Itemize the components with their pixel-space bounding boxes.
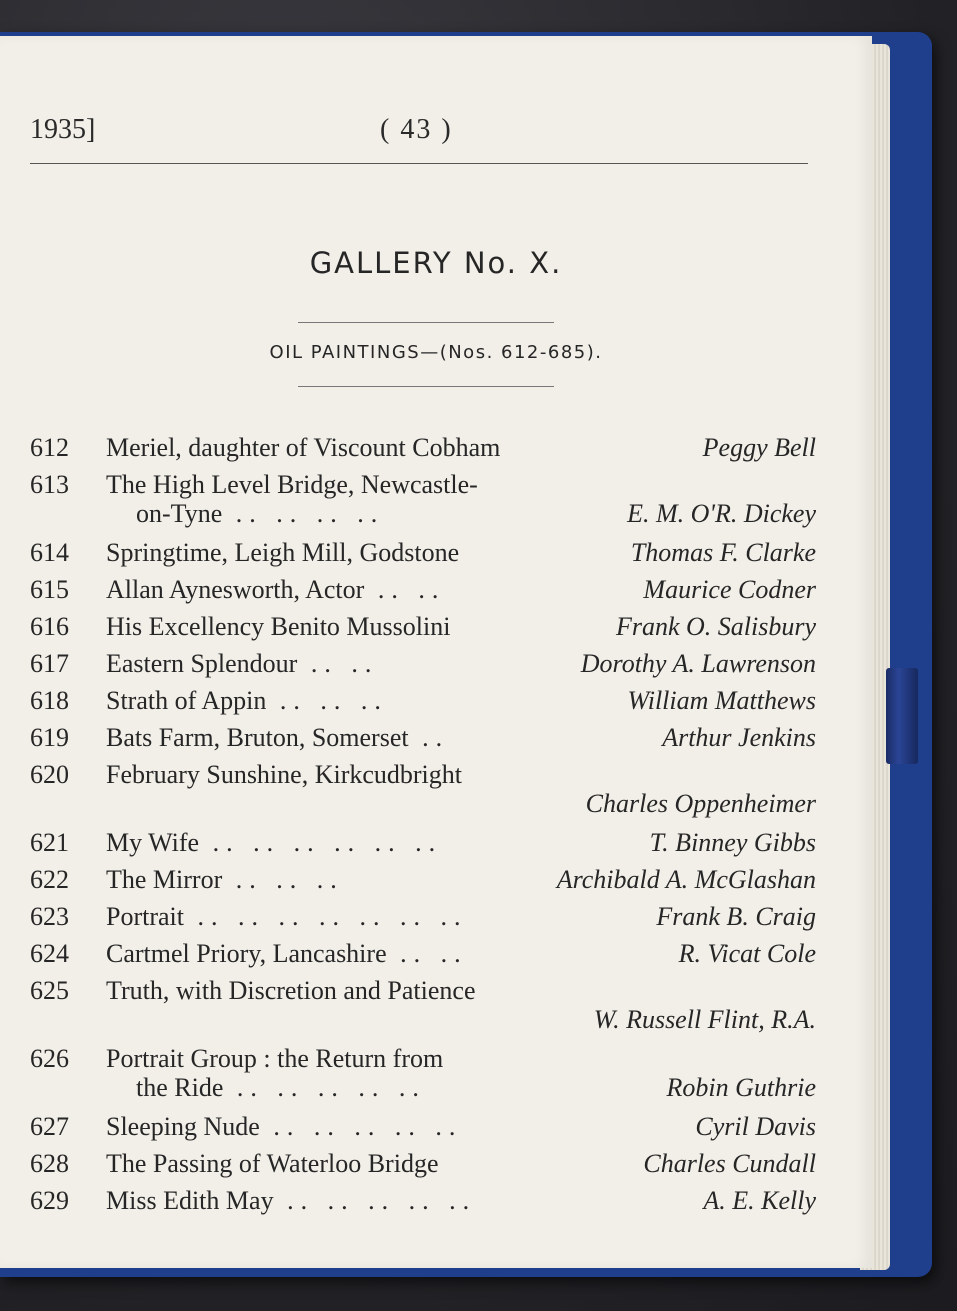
entry-number: 615 (30, 575, 69, 604)
header-year: 1935] (30, 114, 96, 145)
catalogue-entry-continued (30, 1073, 816, 1107)
entry-title-continued: the Ride .. .. .. .. .. (136, 1073, 426, 1102)
leader-dots: .. .. .. .. .. .. .. (184, 902, 468, 931)
entry-number: 613 (30, 470, 69, 499)
entry-number: 624 (30, 939, 69, 968)
leader-dots: .. .. .. .. (222, 499, 385, 528)
catalogue-entry (30, 612, 816, 646)
entry-number: 617 (30, 649, 69, 678)
entry-artist: William Matthews (627, 686, 816, 715)
catalogue-entry (30, 433, 816, 467)
page-number: ( 43 ) (380, 114, 453, 145)
leader-dots: .. .. (297, 649, 379, 678)
entry-title: The Mirror .. .. .. (106, 865, 344, 894)
leader-dots: .. .. (364, 575, 446, 604)
entry-number: 612 (30, 433, 69, 462)
entry-number: 618 (30, 686, 69, 715)
entry-list (0, 36, 872, 1268)
entry-title: Allan Aynesworth, Actor .. .. (106, 575, 446, 604)
entry-artist: Archibald A. McGlashan (556, 865, 816, 894)
entry-title: Portrait .. .. .. .. .. .. .. (106, 902, 468, 931)
catalogue-entry (30, 828, 816, 862)
catalogue-entry (30, 902, 816, 936)
catalogue-entry (30, 723, 816, 757)
catalogue-entry (30, 575, 816, 609)
entry-title: Miss Edith May .. .. .. .. .. (106, 1186, 477, 1215)
leader-dots: .. (408, 723, 450, 752)
catalogue-entry-continued (30, 499, 816, 533)
entry-number: 626 (30, 1044, 69, 1073)
leader-dots: .. .. .. .. .. (273, 1186, 477, 1215)
entry-title-continued: on-Tyne .. .. .. .. (136, 499, 385, 528)
entry-title: His Excellency Benito Mussolini (106, 612, 451, 641)
entry-title: Eastern Splendour .. .. (106, 649, 379, 678)
catalogue-entry (30, 649, 816, 683)
entry-artist: R. Vicat Cole (678, 939, 816, 968)
leader-dots: .. .. .. .. .. .. (199, 828, 443, 857)
catalogue-entry (30, 939, 816, 973)
entry-artist: Frank O. Salisbury (615, 612, 816, 641)
entry-number: 619 (30, 723, 69, 752)
catalogue-entry (30, 1112, 816, 1146)
entry-number: 614 (30, 538, 69, 567)
leader-dots: .. .. (386, 939, 468, 968)
catalogue-entry (30, 686, 816, 720)
entry-number: 622 (30, 865, 69, 894)
leader-dots: .. .. .. .. .. (259, 1112, 463, 1141)
entry-number: 628 (30, 1149, 69, 1178)
entry-number: 625 (30, 976, 69, 1005)
entry-title: Strath of Appin .. .. .. (106, 686, 388, 715)
catalogue-entry (30, 865, 816, 899)
entry-title: My Wife .. .. .. .. .. .. (106, 828, 443, 857)
entry-title: Meriel, daughter of Viscount Cobham (106, 433, 501, 462)
entry-title: Bats Farm, Bruton, Somerset .. (106, 723, 450, 752)
entry-title: Springtime, Leigh Mill, Godstone (106, 538, 460, 567)
entry-title: Cartmel Priory, Lancashire .. .. (106, 939, 468, 968)
bookmark-ribbon (886, 668, 918, 764)
catalogue-entry (30, 1186, 816, 1220)
leader-dots: .. .. .. (222, 865, 344, 894)
entry-title: Sleeping Nude .. .. .. .. .. (106, 1112, 463, 1141)
catalogue-page (0, 36, 872, 1268)
catalogue-entry (30, 538, 816, 572)
entry-artist: T. Binney Gibbs (649, 828, 816, 857)
entry-title: Portrait Group : the Return from (106, 1044, 444, 1073)
entry-artist: Dorothy A. Lawrenson (580, 649, 816, 678)
leader-dots: .. .. .. (266, 686, 388, 715)
entry-artist: Robin Guthrie (666, 1073, 816, 1102)
entry-artist: Maurice Codner (643, 575, 816, 604)
entry-title: The Passing of Waterloo Bridge (106, 1149, 439, 1178)
section-subtitle: OIL PAINTINGS—(Nos. 612-685). (269, 342, 603, 363)
entry-artist: Peggy Bell (702, 433, 816, 462)
entry-artist: E. M. O'R. Dickey (627, 499, 816, 528)
leader-dots: .. .. .. .. .. (223, 1073, 426, 1102)
entry-number: 616 (30, 612, 69, 641)
catalogue-entry (30, 1149, 816, 1183)
catalogue-entry-continued (30, 789, 816, 823)
entry-artist: A. E. Kelly (703, 1186, 816, 1215)
entry-artist: Thomas F. Clarke (630, 538, 816, 567)
catalogue-entry-continued (30, 1005, 816, 1039)
entry-number: 623 (30, 902, 69, 931)
entry-artist: Charles Oppenheimer (585, 789, 816, 818)
gallery-title: GALLERY No. X. (309, 246, 563, 280)
entry-artist: Cyril Davis (695, 1112, 816, 1141)
entry-title: Truth, with Discretion and Patience (106, 976, 476, 1005)
entry-artist: Charles Cundall (643, 1149, 816, 1178)
entry-number: 629 (30, 1186, 69, 1215)
entry-number: 627 (30, 1112, 69, 1141)
entry-number: 621 (30, 828, 69, 857)
entry-title: February Sunshine, Kirkcudbright (106, 760, 463, 789)
entry-artist: W. Russell Flint, R.A. (593, 1005, 816, 1034)
entry-title: The High Level Bridge, Newcastle- (106, 470, 478, 499)
entry-artist: Frank B. Craig (656, 902, 816, 931)
entry-artist: Arthur Jenkins (662, 723, 816, 752)
entry-number: 620 (30, 760, 69, 789)
